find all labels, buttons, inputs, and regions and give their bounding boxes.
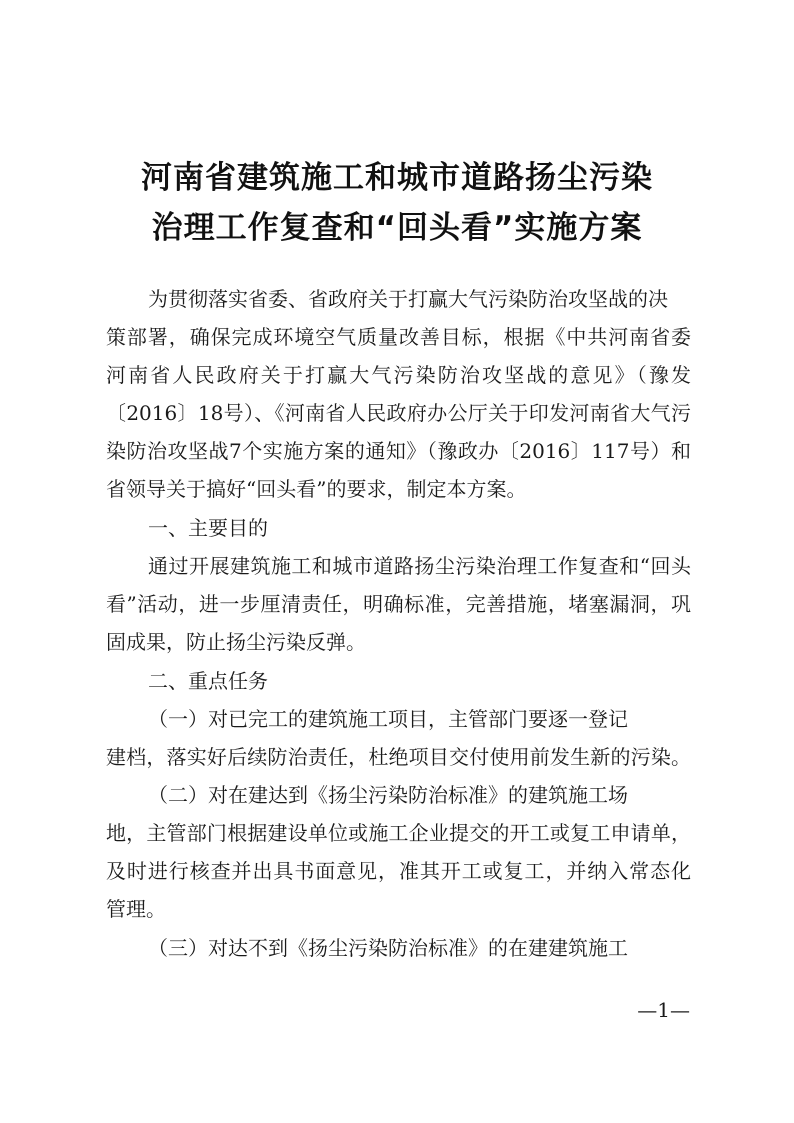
section-heading-1: 一、主要目的 [148,516,268,540]
paragraph-line: 〔2016〕18号）、《河南省人民政府办公厅关于印发河南省大气污 [106,401,691,425]
paragraph-line: 河南省人民政府关于打赢大气污染防治攻坚战的意见》（豫发 [106,363,691,387]
paragraph-line: （三）对达不到《扬尘污染防治标准》的在建建筑施工 [148,936,628,960]
paragraph-line: 地，主管部门根据建设单位或施工企业提交的开工或复工申请单， [106,821,691,845]
paragraph-line: （一）对已完工的建筑施工项目，主管部门要逐一登记 [148,707,628,731]
paragraph-line: 省领导关于搞好“回头看”的要求，制定本方案。 [106,477,527,501]
paragraph-line: 及时进行核查并出具书面意见，准其开工或复工，并纳入常态化 [106,859,691,883]
paragraph-line: 固成果，防止扬尘污染反弹。 [106,630,366,654]
document-title-line-2: 治理工作复查和“回头看”实施方案 [151,210,643,246]
paragraph-line: 管理。 [106,897,166,921]
section-heading-2: 二、重点任务 [148,669,268,693]
paragraph-line: 染防治攻坚战7个实施方案的通知》（豫政办〔2016〕117号）和 [106,439,691,463]
paragraph-line: 为贯彻落实省委、省政府关于打赢大气污染防治攻坚战的决 [148,287,668,311]
paragraph-line: 策部署，确保完成环境空气质量改善目标，根据《中共河南省委 [106,325,691,349]
paragraph-line: 看”活动，进一步厘清责任，明确标准，完善措施，堵塞漏洞，巩 [106,592,691,616]
document-title-line-1: 河南省建筑施工和城市道路扬尘污染 [141,160,653,196]
paragraph-line: 建档，落实好后续防治责任，杜绝项目交付使用前发生新的污染。 [106,745,691,769]
paragraph-line: 通过开展建筑施工和城市道路扬尘污染治理工作复查和“回头 [148,554,691,578]
page-number: —1— [637,998,690,1022]
paragraph-line: （二）对在建达到《扬尘污染防治标准》的建筑施工场 [148,783,628,807]
